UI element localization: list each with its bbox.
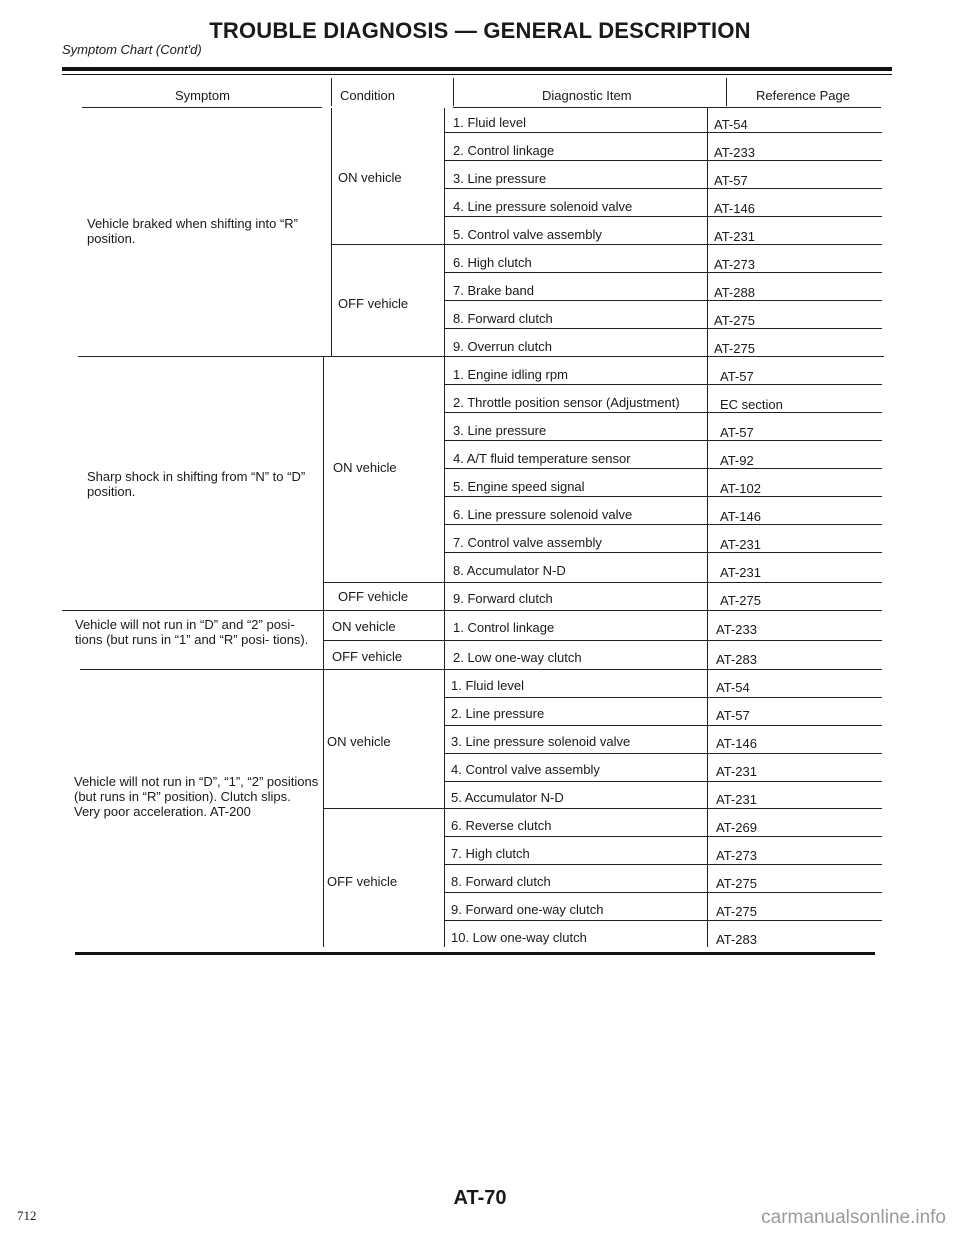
diagnostic-item: 7. Brake band: [453, 283, 534, 298]
row-divider: [444, 132, 882, 133]
reference-page: AT-92: [720, 453, 754, 468]
reference-page: AT-275: [716, 876, 757, 891]
reference-page: AT-275: [720, 593, 761, 608]
group-divider: [78, 356, 884, 357]
condition-off-vehicle: OFF vehicle: [327, 874, 398, 889]
page-number: AT-70: [453, 1187, 507, 1209]
reference-page: AT-269: [716, 820, 757, 835]
condition-off-vehicle: OFF vehicle: [338, 296, 409, 311]
diagnostic-item: 2. Throttle position sensor (Adjustment): [453, 395, 680, 410]
diagnostic-item: 4. Line pressure solenoid valve: [453, 199, 633, 214]
row-divider: [444, 808, 882, 809]
reference-page: EC section: [720, 397, 783, 412]
symptom-text: Vehicle will not run in “D”, “1”, “2” positions (but runs in “R” position). Clutch slips. Very poor acceleration. AT-200: [74, 774, 319, 819]
row-divider: [444, 725, 882, 726]
diagnostic-item: 1. Control linkage: [453, 620, 555, 635]
header-symptom: Symptom: [175, 88, 230, 103]
condition-divider: [323, 808, 444, 809]
header-condition: Condition: [340, 88, 395, 103]
row-divider: [444, 328, 882, 329]
diagnostic-item: 10. Low one-way clutch: [451, 930, 587, 945]
bottom-rule: [75, 952, 875, 955]
header-reference-page: Reference Page: [756, 88, 850, 103]
condition-divider: [323, 640, 444, 641]
row-divider: [444, 468, 882, 469]
reference-page: AT-231: [716, 764, 757, 779]
reference-page: AT-57: [720, 425, 754, 440]
column-line: [707, 108, 708, 947]
reference-page: AT-233: [716, 622, 757, 637]
diagnostic-item: 5. Accumulator N-D: [451, 790, 564, 805]
page-subtitle: Symptom Chart (Cont'd): [62, 42, 202, 57]
reference-page: AT-283: [716, 932, 757, 947]
reference-page: AT-57: [720, 369, 754, 384]
top-rule: [62, 67, 892, 71]
row-divider: [444, 300, 882, 301]
diagnostic-item: 7. Control valve assembly: [453, 535, 602, 550]
column-line: [444, 108, 445, 947]
diagnostic-item: 4. A/T fluid temperature sensor: [453, 451, 631, 466]
diagnostic-item: 9. Overrun clutch: [453, 339, 552, 354]
row-divider: [444, 582, 882, 583]
diagnostic-item: 8. Accumulator N-D: [453, 563, 566, 578]
row-divider: [444, 496, 882, 497]
condition-divider: [323, 582, 444, 583]
row-divider: [444, 216, 882, 217]
reference-page: AT-275: [714, 341, 755, 356]
row-divider: [444, 781, 882, 782]
diagnostic-item: 2. Low one-way clutch: [453, 650, 582, 665]
diagnostic-item: 1. Engine idling rpm: [453, 367, 568, 382]
condition-on-vehicle: ON vehicle: [338, 170, 402, 185]
header-divider: [331, 78, 332, 106]
reference-page: AT-273: [714, 257, 755, 272]
diagnostic-item: 9. Forward clutch: [453, 591, 553, 606]
diagnostic-item: 3. Line pressure: [453, 171, 547, 186]
reference-page: AT-57: [716, 708, 750, 723]
symptom-text: Vehicle braked when shifting into “R” position.: [87, 216, 299, 246]
header-diagnostic-item: Diagnostic Item: [542, 88, 632, 103]
row-divider: [444, 892, 882, 893]
group-divider: [62, 610, 882, 611]
header-divider: [82, 107, 322, 108]
reference-page: AT-273: [716, 848, 757, 863]
column-line: [331, 108, 332, 357]
row-divider: [444, 440, 882, 441]
diagnostic-item: 1. Fluid level: [453, 115, 526, 130]
diagnostic-item: 6. High clutch: [453, 255, 532, 270]
condition-on-vehicle: ON vehicle: [327, 734, 391, 749]
diagnostic-item: 5. Engine speed signal: [453, 479, 585, 494]
reference-page: AT-231: [720, 537, 761, 552]
header-divider: [453, 78, 454, 106]
reference-page: AT-54: [714, 117, 748, 132]
reference-page: AT-288: [714, 285, 755, 300]
row-divider: [444, 524, 882, 525]
page-title: TROUBLE DIAGNOSIS — GENERAL DESCRIPTION: [209, 18, 751, 43]
top-rule-thin: [62, 74, 892, 75]
row-divider: [444, 753, 882, 754]
row-divider: [444, 412, 882, 413]
row-divider: [444, 384, 882, 385]
diagnostic-item: 4. Control valve assembly: [451, 762, 600, 777]
diagnostic-item: 9. Forward one-way clutch: [451, 902, 604, 917]
reference-page: AT-57: [714, 173, 748, 188]
reference-page: AT-275: [716, 904, 757, 919]
row-divider: [444, 920, 882, 921]
reference-page: AT-146: [716, 736, 757, 751]
row-divider: [444, 640, 882, 641]
reference-page: AT-146: [714, 201, 755, 216]
row-divider: [444, 552, 882, 553]
diagnostic-item: 2. Line pressure: [451, 706, 545, 721]
row-divider: [444, 272, 882, 273]
diagnostic-item: 1. Fluid level: [451, 678, 524, 693]
diagnostic-item: 7. High clutch: [451, 846, 530, 861]
column-line: [323, 357, 324, 947]
row-divider: [444, 244, 882, 245]
header-divider: [726, 78, 727, 106]
diagnostic-item: 2. Control linkage: [453, 143, 555, 158]
diagnostic-item: 8. Forward clutch: [451, 874, 551, 889]
diagnostic-item: 3. Line pressure: [453, 423, 547, 438]
row-divider: [444, 836, 882, 837]
condition-off-vehicle: OFF vehicle: [332, 649, 403, 664]
reference-page: AT-231: [716, 792, 757, 807]
reference-page: AT-54: [716, 680, 750, 695]
row-divider: [444, 697, 882, 698]
reference-page: AT-231: [720, 565, 761, 580]
row-divider: [444, 188, 882, 189]
watermark: carmanualsonline.info: [761, 1207, 946, 1228]
reference-page: AT-102: [720, 481, 761, 496]
symptom-text: Sharp shock in shifting from “N” to “D” position.: [87, 469, 306, 499]
diagnostic-item: 5. Control valve assembly: [453, 227, 602, 242]
row-divider: [444, 160, 882, 161]
diagnostic-item: 6. Reverse clutch: [451, 818, 552, 833]
header-divider: [453, 107, 881, 108]
margin-number: 712: [17, 1208, 37, 1223]
row-divider: [444, 864, 882, 865]
condition-divider: [331, 244, 444, 245]
condition-on-vehicle: ON vehicle: [333, 460, 397, 475]
condition-on-vehicle: ON vehicle: [332, 619, 396, 634]
reference-page: AT-231: [714, 229, 755, 244]
condition-off-vehicle: OFF vehicle: [338, 589, 409, 604]
diagnostic-item: 3. Line pressure solenoid valve: [451, 734, 631, 749]
reference-page: AT-283: [716, 652, 757, 667]
reference-page: AT-233: [714, 145, 755, 160]
group-divider: [80, 669, 882, 670]
symptom-text: Vehicle will not run in “D” and “2” posi- tions (but runs in “1” and “R” posi- tions).: [75, 617, 309, 647]
diagnostic-item: 8. Forward clutch: [453, 311, 553, 326]
diagnostic-item: 6. Line pressure solenoid valve: [453, 507, 633, 522]
reference-page: AT-146: [720, 509, 761, 524]
reference-page: AT-275: [714, 313, 755, 328]
